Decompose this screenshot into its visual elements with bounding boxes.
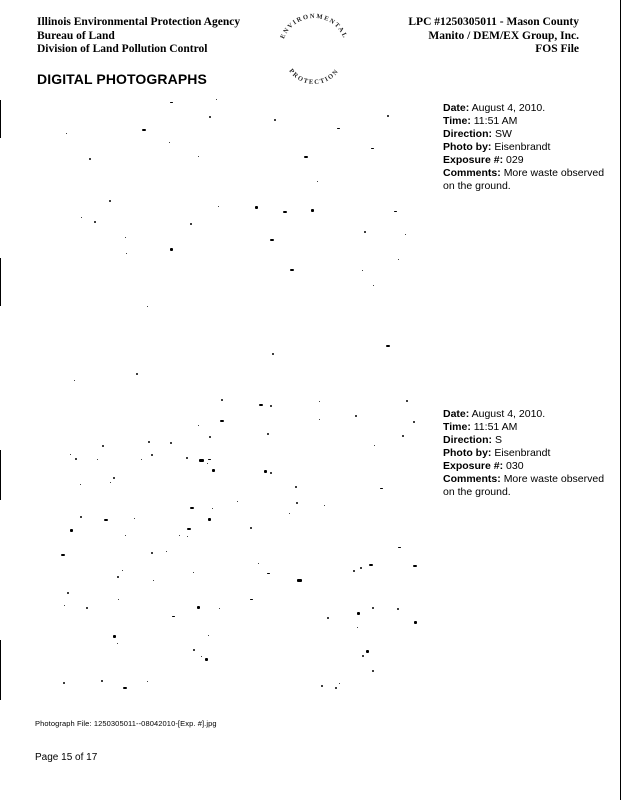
photo-speck	[319, 419, 320, 420]
photo-speck	[317, 181, 318, 182]
photo-speck	[319, 401, 320, 402]
photo-speck	[405, 234, 406, 235]
scan-edge-mark	[0, 640, 1, 700]
photo-speck	[270, 405, 272, 407]
photo-speck	[170, 248, 173, 251]
photo-speck	[362, 655, 364, 657]
photo-speck	[208, 518, 211, 521]
photo-speck	[187, 528, 191, 530]
photo-speck	[179, 535, 180, 536]
photo-speck	[321, 685, 323, 687]
exposure-label: Exposure #:	[443, 460, 504, 472]
photo-speck	[142, 129, 146, 131]
photo-speck	[122, 570, 123, 571]
photo-speck	[255, 206, 258, 209]
agency-header	[37, 16, 240, 57]
direction-label: Direction:	[443, 128, 493, 140]
photo-speck	[267, 573, 270, 574]
photo-speck	[406, 400, 408, 402]
photo-speck	[197, 606, 200, 609]
direction-value: S	[494, 434, 502, 446]
exposure-value: 030	[506, 460, 524, 472]
time-label: Time:	[443, 115, 471, 127]
photo-speck	[136, 373, 138, 375]
scan-edge-mark	[0, 100, 1, 138]
photo-speck	[187, 536, 188, 537]
photo-speck	[386, 345, 390, 347]
photo-speck	[153, 580, 154, 581]
photo-speck	[250, 527, 252, 529]
site-id: LPC #1250305011 - Mason County	[408, 16, 579, 28]
photo-by-label: Photo by:	[443, 141, 492, 153]
page-title: DIGITAL PHOTOGRAPHS	[37, 71, 207, 87]
photo-speck	[311, 209, 314, 212]
photo-by-value: Eisenbrandt	[494, 447, 551, 459]
photo-1-image	[60, 95, 420, 385]
photo-speck	[398, 259, 399, 260]
photo-speck	[86, 607, 88, 609]
photo-speck	[97, 459, 98, 460]
time-label: Time:	[443, 421, 471, 433]
photo-speck	[190, 223, 192, 225]
photo-speck	[147, 306, 148, 307]
photo-speck	[335, 687, 337, 689]
photo-speck	[89, 158, 91, 160]
photo-2-image	[60, 395, 420, 695]
date-value: August 4, 2010.	[471, 102, 546, 114]
photo-speck	[220, 420, 224, 422]
photo-speck	[151, 454, 153, 456]
photo-speck	[118, 599, 119, 600]
photo-speck	[66, 133, 67, 134]
photo-speck	[117, 643, 118, 644]
photo-speck	[364, 231, 366, 233]
photo-speck	[290, 269, 294, 271]
photo-speck	[289, 513, 290, 514]
seal-bottom-text: PROTECTION	[287, 67, 341, 87]
photo-speck	[123, 687, 127, 689]
photo-speck	[209, 116, 211, 118]
photo-speck	[258, 563, 259, 564]
photo-speck	[369, 564, 373, 566]
photo-speck	[125, 237, 126, 238]
photo-speck	[270, 472, 272, 474]
photo-speck	[147, 681, 148, 682]
photo-speck	[125, 535, 126, 536]
photo-speck	[337, 128, 340, 129]
photo-speck	[81, 217, 82, 218]
photo-by-value: Eisenbrandt	[494, 141, 551, 153]
site-header	[408, 16, 579, 57]
direction-value: SW	[494, 128, 512, 140]
photo-speck	[216, 99, 217, 100]
photo-speck	[64, 605, 65, 606]
page-number: Page 15 of 17	[35, 752, 98, 763]
photo-speck	[70, 529, 73, 532]
photo-speck	[366, 650, 369, 653]
comments-value: More waste observed on the ground.	[443, 473, 605, 498]
photo-speck	[394, 211, 397, 212]
photo-speck	[357, 627, 358, 628]
photo-speck	[413, 421, 415, 423]
photo-speck	[80, 484, 81, 485]
comments-label: Comments:	[443, 473, 501, 485]
photo-speck	[209, 436, 211, 438]
photo-speck	[212, 508, 213, 509]
photo-speck	[110, 482, 111, 483]
photo-speck	[67, 592, 69, 594]
photo-speck	[170, 442, 172, 444]
time-value: 11:51 AM	[473, 421, 518, 433]
photo-speck	[193, 649, 195, 651]
photo-speck	[205, 658, 208, 661]
photo-speck	[371, 148, 374, 149]
photo-speck	[101, 680, 103, 682]
seal-top-text: ENVIRONMENTAL	[279, 12, 349, 40]
photo-speck	[402, 435, 404, 437]
photo-speck	[109, 200, 111, 202]
scan-edge-mark	[0, 450, 1, 500]
site-name: Manito / DEM/EX Group, Inc.	[428, 29, 579, 42]
photo-speck	[170, 102, 173, 103]
photo-speck	[169, 142, 170, 143]
photo-speck	[208, 459, 211, 460]
photo-speck	[198, 156, 199, 157]
comments-label: Comments:	[443, 167, 501, 179]
photo-speck	[70, 454, 71, 455]
scan-edge-mark	[0, 258, 1, 306]
photo-1-details	[443, 102, 613, 193]
photo-speck	[413, 565, 417, 567]
photo-speck	[267, 433, 269, 435]
division-name: Division of Land Pollution Control	[37, 43, 208, 55]
scan-edge-line	[620, 0, 621, 800]
photo-speck	[374, 445, 375, 446]
photo-speck	[207, 463, 208, 464]
photo-speck	[372, 670, 374, 672]
photo-speck	[355, 415, 357, 417]
photo-speck	[296, 502, 298, 504]
photo-speck	[212, 469, 215, 472]
photo-speck	[283, 211, 287, 213]
comments-value: More waste observed on the ground.	[443, 167, 605, 192]
photo-speck	[94, 221, 96, 223]
agency-name: Illinois Environmental Protection Agency	[37, 16, 241, 28]
bureau-name: Bureau of Land	[37, 29, 115, 42]
photo-speck	[357, 612, 360, 615]
photo-speck	[380, 488, 383, 489]
photo-speck	[297, 579, 302, 582]
photo-speck	[398, 547, 401, 548]
photo-speck	[237, 501, 238, 502]
photo-speck	[172, 616, 175, 617]
photo-speck	[74, 380, 75, 381]
photo-speck	[151, 552, 153, 554]
photo-speck	[208, 635, 209, 636]
date-label: Date:	[443, 102, 470, 114]
photo-speck	[219, 608, 220, 609]
photo-speck	[201, 656, 202, 657]
exposure-label: Exposure #:	[443, 154, 504, 166]
date-value: August 4, 2010.	[471, 408, 546, 420]
photo-speck	[295, 486, 297, 488]
exposure-value: 029	[506, 154, 524, 166]
photo-speck	[259, 404, 263, 406]
photo-speck	[102, 445, 104, 447]
photo-speck	[372, 607, 374, 609]
agency-seal	[272, 10, 356, 88]
photo-speck	[117, 576, 119, 578]
date-label: Date:	[443, 408, 470, 420]
photo-speck	[221, 399, 223, 401]
photograph-file-name: Photograph File: 1250305011--08042010-[Exp. #].jpg	[35, 719, 217, 728]
photo-speck	[199, 459, 204, 462]
photo-speck	[148, 441, 150, 443]
photo-speck	[198, 425, 199, 426]
photo-speck	[80, 516, 82, 518]
time-value: 11:51 AM	[473, 115, 518, 127]
photo-speck	[397, 608, 399, 610]
photo-speck	[339, 683, 340, 684]
photo-speck	[193, 572, 194, 573]
photo-speck	[104, 519, 108, 521]
photo-speck	[327, 617, 329, 619]
photo-speck	[324, 505, 325, 506]
photo-speck	[126, 253, 127, 254]
photo-speck	[141, 459, 142, 460]
photo-speck	[414, 621, 417, 624]
photo-speck	[274, 119, 276, 121]
photo-speck	[63, 682, 65, 684]
photo-2-details	[443, 408, 613, 499]
photo-speck	[190, 507, 194, 509]
photo-speck	[134, 518, 135, 519]
photo-speck	[264, 470, 267, 473]
photo-speck	[75, 458, 77, 460]
photo-speck	[218, 206, 219, 207]
photo-by-label: Photo by:	[443, 447, 492, 459]
photo-speck	[61, 554, 65, 556]
photo-speck	[250, 599, 253, 600]
photo-speck	[113, 477, 115, 479]
direction-label: Direction:	[443, 434, 493, 446]
photo-speck	[270, 239, 274, 241]
photo-speck	[360, 567, 362, 569]
photo-speck	[353, 570, 355, 572]
photo-speck	[304, 156, 308, 158]
photo-speck	[113, 635, 116, 638]
file-type: FOS File	[535, 43, 579, 55]
photo-speck	[373, 285, 374, 286]
photo-speck	[186, 457, 188, 459]
photo-speck	[272, 353, 274, 355]
photo-speck	[166, 551, 167, 552]
photo-speck	[387, 115, 389, 117]
photo-speck	[362, 270, 363, 271]
